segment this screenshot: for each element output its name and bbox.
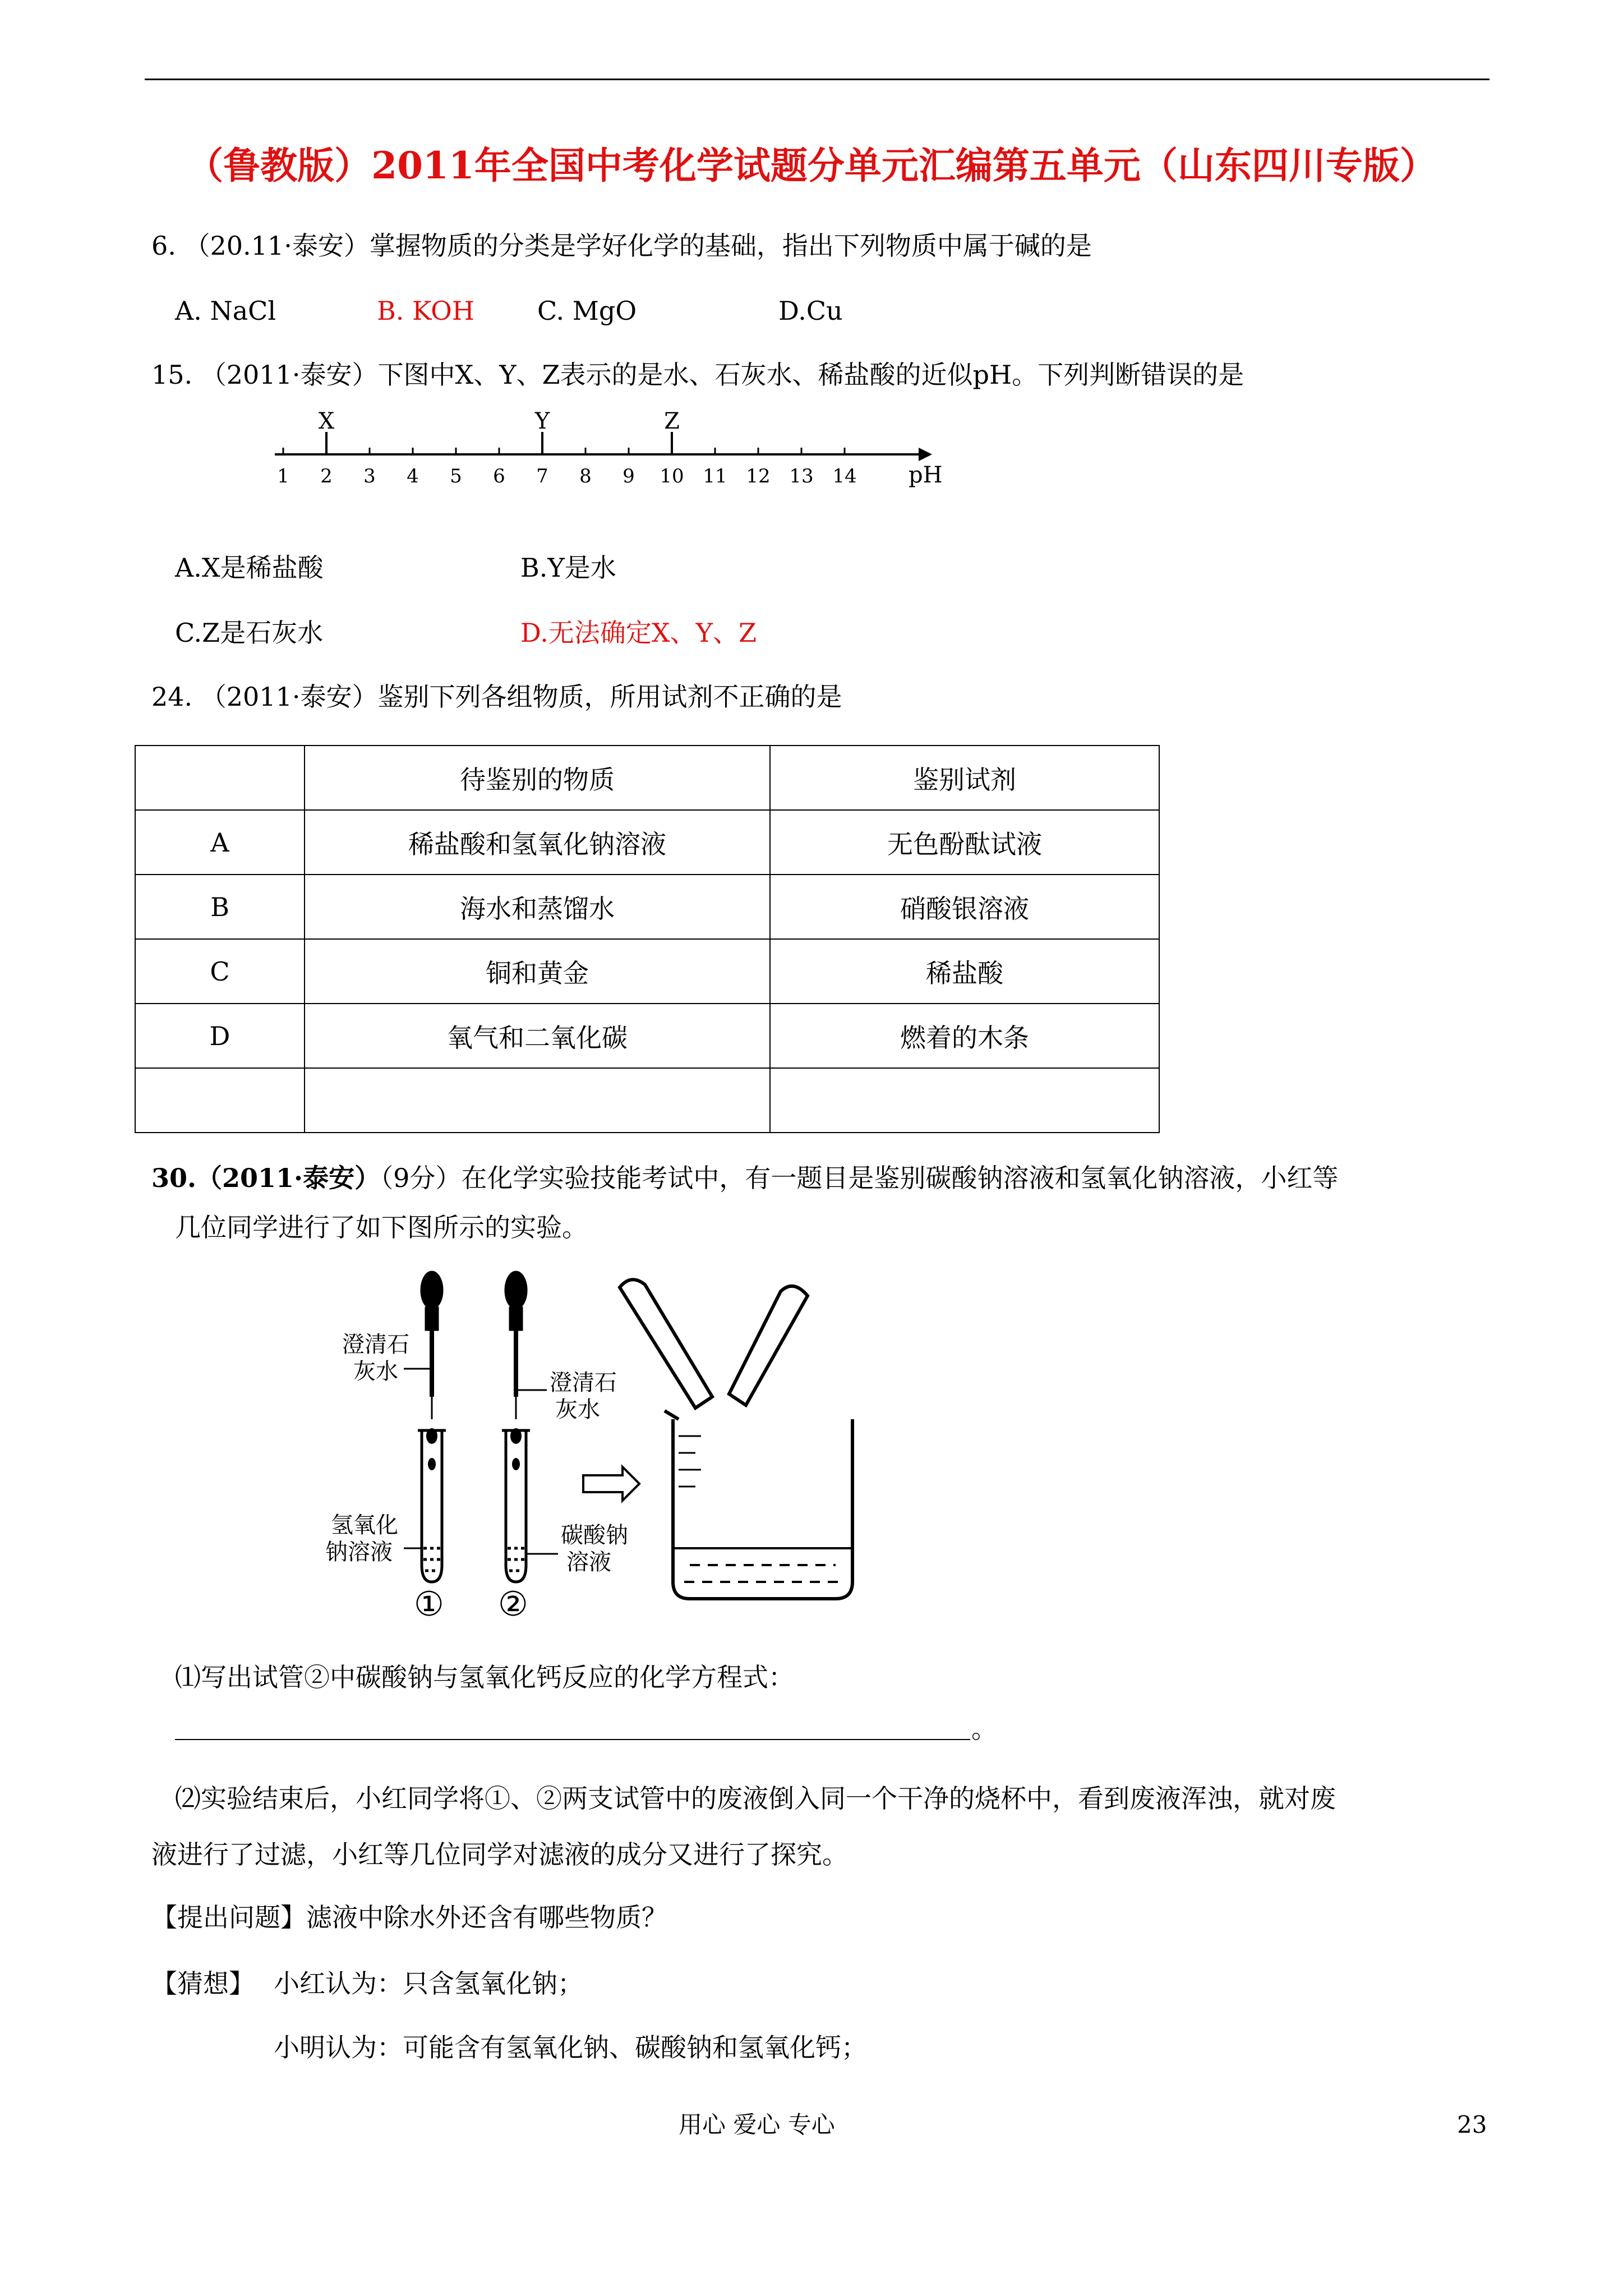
q30-question: 【提出问题】滤液中除水外还含有哪些物质？ [151,1902,667,1932]
q6-option-c: C. MgO [537,296,637,326]
table-cell: 硝酸银溶液 [770,875,1159,939]
table-header-row [135,746,1159,810]
table-header-cell: 鉴别试剂 [770,746,1159,810]
table-cell: A [135,810,305,875]
ph-tick-label: 4 [407,465,419,487]
q30-guess-1: 小红认为：只含氢氧化钠； [274,1968,583,1999]
label-limewater-1: 澄清石 [342,1332,409,1358]
q30-part1: ⑴写出试管②中碳酸钠与氢氧化钙反应的化学方程式： [175,1662,794,1692]
ph-marker-label: X [318,408,335,434]
table-cell: 氧气和二氧化碳 [305,1004,770,1068]
table-cell: 燃着的木条 [770,1004,1159,1068]
q6-option-a: A. NaCl [175,296,276,326]
label-limewater-1: 灰水 [353,1359,398,1384]
dropper-2 [505,1271,527,1419]
table-cell: B [135,875,305,939]
ph-tick-label: 2 [320,465,333,487]
q15-option-b: B.Y是水 [520,553,616,583]
table-header-cell: 待鉴别的物质 [305,746,770,810]
q30-part1-end: 。 [971,1714,997,1744]
beaker [665,1411,852,1599]
ph-axis-label: pH [909,462,942,488]
table-row [135,875,1159,939]
ph-tick-label: 1 [277,465,289,487]
q15-option-a: A.X是稀盐酸 [175,553,324,583]
table-cell [305,1068,770,1133]
tube-2-number: ② [498,1585,528,1624]
arrow-icon [583,1467,639,1501]
ph-tick-label: 3 [363,465,376,487]
test-tube-1 [418,1428,446,1582]
table-cell: D [135,1004,305,1068]
table-cell: 铜和黄金 [305,939,770,1004]
q30-source: （2011·泰安） [196,1163,381,1193]
table-row [135,939,1159,1004]
q15-option-c: C.Z是石灰水 [175,618,324,648]
table-cell: 稀盐酸 [770,939,1159,1004]
table-cell [135,1068,305,1133]
dropper-1 [421,1271,443,1419]
q6-stem: 6. （20.11·泰安）掌握物质的分类是学好化学的基础，指出下列物质中属于碱的是 [151,231,1092,261]
header-rule [145,79,1490,80]
ph-tick-label: 10 [660,465,684,487]
ph-tick-label: 14 [832,465,857,487]
label-na2co3-solution: 溶液 [566,1549,611,1575]
table-cell [770,1068,1159,1133]
q30-guess-label: 【猜想】 [151,1968,255,1999]
q30-part2-line1: ⑵实验结束后，小红同学将①、②两支试管中的废液倒入同一个干净的烧杯中，看到废液浑浊，就对废 [175,1783,1336,1814]
table-row [135,810,1159,875]
ph-tick-label: 6 [493,465,505,487]
experiment-figure [320,1268,880,1638]
ph-tick-label: 13 [789,465,814,487]
ph-tick-label: 8 [579,465,592,487]
q30-number: 30. [151,1163,197,1193]
table-row [135,1068,1159,1133]
q15-option-d: D.无法确定X、Y、Z [520,618,757,648]
test-tube-2 [502,1428,530,1582]
q30-stem-text: （9分）在化学实验技能考试中，有一题目是鉴别碳酸钠溶液和氢氧化钠溶液，小红等 [380,1163,1339,1193]
table-cell: 无色酚酞试液 [770,810,1159,875]
label-limewater-2: 灰水 [555,1397,600,1423]
footer-motto: 用心 爱心 专心 [679,2111,835,2138]
table-row [135,1004,1159,1068]
label-na2co3-solution: 碳酸钠 [561,1522,628,1548]
ph-axis-arrow [919,448,932,461]
page-number: 23 [1457,2111,1487,2138]
ph-marker-label: Y [534,408,550,434]
ph-tick-label: 7 [536,465,548,487]
q30-stem-line2: 几位同学进行了如下图所示的实验。 [175,1212,588,1243]
q15-stem: 15. （2011·泰安）下图中X、Y、Z表示的是水、石灰水、稀盐酸的近似pH。下列判断错误的是 [151,360,1244,390]
q24-table [135,745,1160,1133]
q30-part2-line2: 液进行了过滤，小红等几位同学对滤液的成分又进行了探究。 [151,1839,848,1870]
q30-stem-line1 [151,1161,1338,1195]
ph-marker-label: Z [664,408,680,434]
tilted-test-tubes [620,1280,808,1408]
q30-guess-2: 小明认为：可能含有氢氧化钠、碳酸钠和氢氧化钙； [274,2032,867,2063]
ph-tick-label: 11 [703,465,727,487]
ph-tick-label: 5 [450,465,462,487]
label-limewater-2: 澄清石 [550,1370,617,1396]
tube-1-number: ① [414,1585,444,1624]
page-title: （鲁教版）2011年全国中考化学试题分单元汇编第五单元（山东四川专版） [186,144,1437,187]
q6-option-b: B. KOH [377,296,475,326]
answer-blank-line [175,1739,970,1740]
table-header-cell [135,746,305,810]
table-cell: 稀盐酸和氢氧化钠溶液 [305,810,770,875]
table-cell: C [135,939,305,1004]
ph-tick-label: 9 [623,465,635,487]
ph-scale-figure [264,404,942,499]
table-cell: 海水和蒸馏水 [305,875,770,939]
q24-stem: 24. （2011·泰安）鉴别下列各组物质，所用试剂不正确的是 [151,682,842,712]
label-naoh-solution: 氢氧化 [331,1512,398,1538]
label-naoh-solution: 钠溶液 [325,1539,393,1565]
q6-option-d: D.Cu [778,296,843,326]
ph-tick-label: 12 [746,465,771,487]
